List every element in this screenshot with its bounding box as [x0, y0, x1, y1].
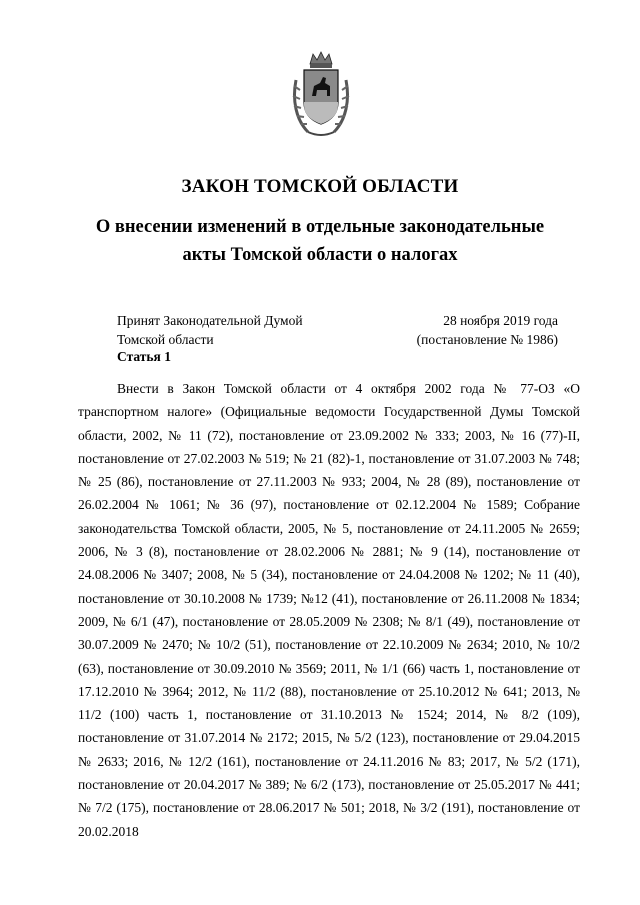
law-subtitle-line-2: акты Томской области о налогах	[182, 245, 458, 265]
resolution-number: (постановление № 1986)	[416, 332, 558, 347]
article-body-text: Внести в Закон Томской области от 4 октября 2002 года № 77-ОЗ «О транспортном налоге» (Официальные ведомости Государственной Думы Томской области, 2002, № 11 (72), постановление от 23.09.2002 № 333; 2003, № 16 (77)-II, постановление от 27.02.2003 № 519; № 21 (82)-1, постановление от 31.07.2003 № 748; № 25 (86), постановление от 27.11.2003 № 933; 2004, № 28 (89), постановление от 26.02.2004 № 1061; № 36 (97), постановление от 02.12.2004 № 1589; Собрание законодательства Томской области, 2005, № 5, постановление от 24.11.2005 № 2659; 2006, № 3 (8), постановление от 28.02.2006 № 2881; № 9 (14), постановление от 24.08.2006 № 3407; 2008, № 5 (34), постановление от 24.04.2008 № 1202; № 11 (40), постановление от 30.10.2008 № 1739; №12 (41), постановление от 26.11.2008 № 1834; 2009, № 6/1 (47), постановление от 28.05.2009 № 2308; № 8/1 (49), постановление от 30.07.2009 № 2470; № 10/2 (51), постановление от 22.10.2009 № 2634; 2010, № 10/2 (63), постановление от 30.09.2010 № 3569; 2011, № 1/1 (66) часть 1, постановление от 17.12.2010 № 3964; 2012, № 11/2 (88), постановление от 25.10.2012 № 641; 2013, № 11/2 (100) часть 1, постановление от 31.10.2013 № 1524; 2014, № 8/2 (109), постановление от 31.07.2014 № 2172; 2015, № 5/2 (123), постановление от 29.04.2015 № 2633; 2016, № 12/2 (161), постановление от 24.11.2016 № 83; 2017, № 5/2 (171), постановление от 20.04.2017 № 389; № 6/2 (173), постановление от 25.05.2017 № 441; № 7/2 (175), постановление от 28.06.2017 № 501; 2018, № 3/2 (191), постановление от 20.02.2018	[78, 381, 580, 839]
adopting-body-line-1: Принят Законодательной Думой	[117, 313, 303, 328]
adopting-body-line-2: Томской области	[117, 332, 214, 347]
coat-of-arms-emblem	[290, 50, 352, 140]
law-subtitle-line-1: О внесении изменений в отдельные законодательные	[95, 217, 545, 237]
adopting-body	[117, 311, 303, 349]
adoption-date: 28 ноября 2019 года	[443, 313, 558, 328]
article-heading: Статья 1	[117, 349, 171, 364]
law-title: ЗАКОН ТОМСКОЙ ОБЛАСТИ	[181, 176, 459, 197]
adoption-date-block	[417, 311, 558, 349]
